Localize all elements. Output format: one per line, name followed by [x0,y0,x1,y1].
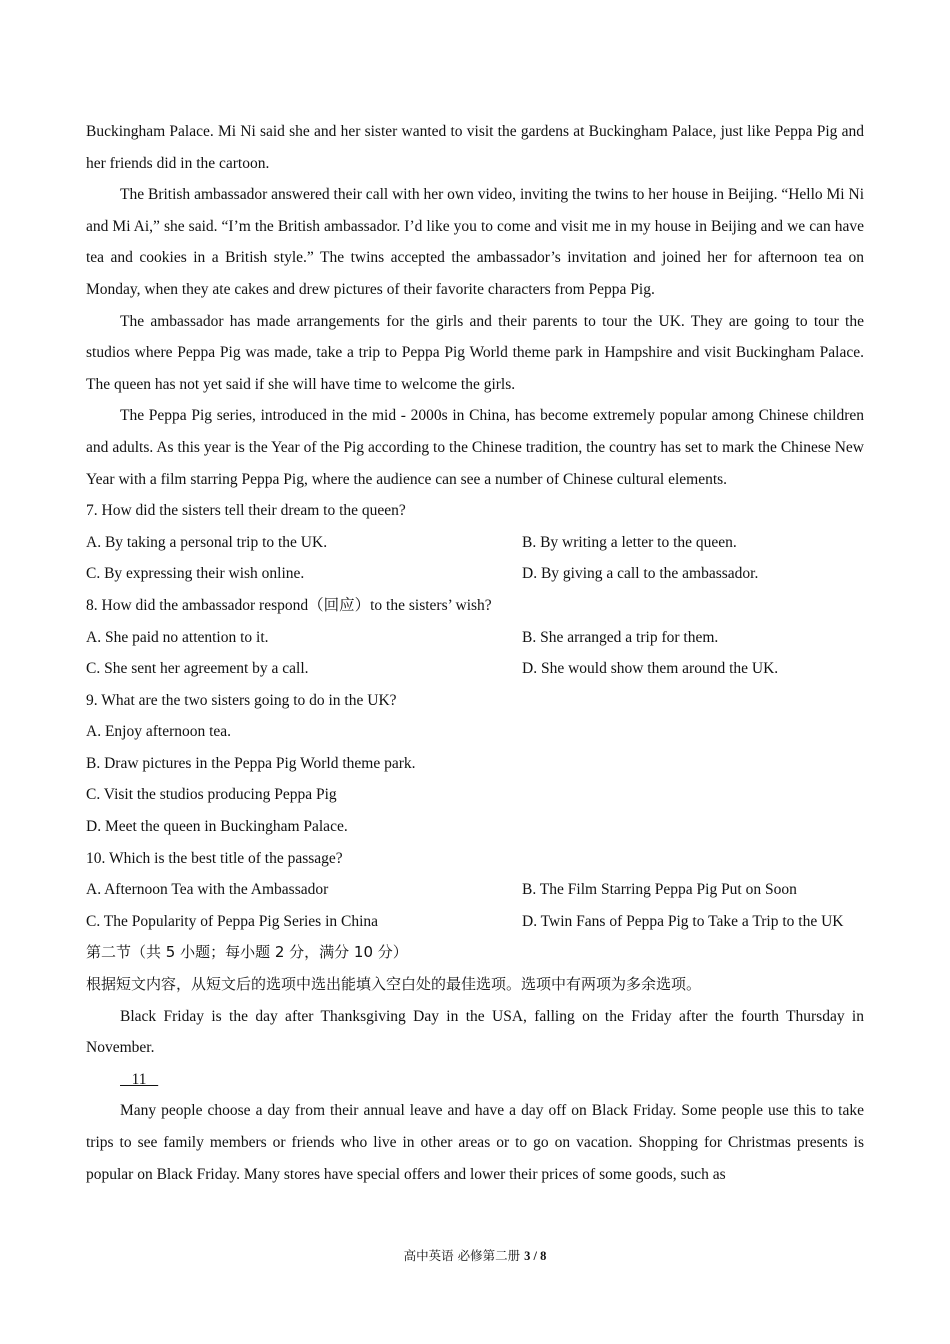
question-7-options-row-2 [86,558,864,590]
question-9-option-b: B. Draw pictures in the Peppa Pig World theme park. [86,754,416,772]
question-9-option-d: D. Meet the queen in Buckingham Palace. [86,818,348,836]
question-10-stem: 10. Which is the best title of the passage? [86,849,343,867]
question-9-stem: 9. What are the two sisters going to do in the UK? [86,691,397,709]
question-8-option-b: B. She arranged a trip for them. [522,628,719,646]
page-number: 3 / 8 [524,1249,547,1263]
page-content [86,116,864,1190]
question-9-option-c: C. Visit the studios producing Peppa Pig [86,786,337,804]
section-2-instruction: 根据短文内容，从短文后的选项中选出能填入空白处的最佳选项。选项中有两项为多余选项。 [86,975,702,994]
question-10-options-row-1 [86,874,864,906]
passage-paragraph-3: The ambassador has made arrangements for the girls and their parents to tour the UK. They are going to tour the studios where Peppa Pig was made, take a trip to Peppa Pig World theme park in Hampshire and visit Buckingham Palace. The queen has not yet said if she will have time to welcome the girls. [86,312,864,393]
question-7-option-a: A. By taking a personal trip to the UK. [86,533,328,551]
question-7-option-d: D. By giving a call to the ambassador. [522,565,759,583]
question-8-options-row-2 [86,653,864,685]
question-7-option-c: C. By expressing their wish online. [86,565,305,583]
footer-label: 高中英语 必修第二册 [403,1248,525,1263]
section-2-paragraph-2: Many people choose a day from their annual leave and have a day off on Black Friday. Some people use this to take trips to see family members or friends who live in other areas or to go on vacation. Shopping for Christmas presents is popular on Black Friday. Many stores have special offers and lower their prices of some goods, such as [86,1102,864,1183]
passage-paragraph-2: The British ambassador answered their call with her own video, inviting the twins to her house in Beijing. “Hello Mi Ni and Mi Ai,” she said. “I’m the British ambassador. I’d like you to come and visit me in my house in Beijing and we can have tea and cookies in a British style.” The twins accepted the ambassador’s invitation and joined her for afternoon tea on Monday, when they ate cakes and drew pictures of their favorite characters from Peppa Pig. [86,186,864,298]
page-footer [0,1246,950,1264]
question-8-options-row-1 [86,622,864,654]
passage-paragraph-1: Buckingham Palace. Mi Ni said she and her sister wanted to visit the gardens at Buckingham Palace, just like Peppa Pig and her friends did in the cartoon. [86,123,864,172]
question-10-options-row-2 [86,906,864,938]
blank-11: 11 [120,1070,159,1088]
question-10-option-b: B. The Film Starring Peppa Pig Put on Soon [522,881,797,899]
question-9-option-a: A. Enjoy afternoon tea. [86,723,232,741]
question-10-option-a: A. Afternoon Tea with the Ambassador [86,881,329,899]
passage-paragraph-4: The Peppa Pig series, introduced in the mid - 2000s in China, has become extremely popular among Chinese children and adults. As this year is the Year of the Pig according to the Chinese tradition, the country has set to mark the Chinese New Year with a film starring Peppa Pig, where the audience can see a number of Chinese cultural elements. [86,407,864,488]
question-8-stem: 8. How did the ambassador respond（回应）to the sisters’ wish? [86,596,492,614]
question-10-option-c: C. The Popularity of Peppa Pig Series in China [86,912,379,930]
question-8-option-d: D. She would show them around the UK. [522,660,779,678]
question-8-option-a: A. She paid no attention to it. [86,628,269,646]
question-7-options-row-1 [86,527,864,559]
question-7-stem: 7. How did the sisters tell their dream to the queen? [86,502,406,520]
question-7-option-b: B. By writing a letter to the queen. [522,533,737,551]
section-2-paragraph-1: Black Friday is the day after Thanksgiving Day in the USA, falling on the Friday after the fourth Thursday in November. [86,1007,864,1057]
question-10-option-d: D. Twin Fans of Peppa Pig to Take a Trip to the UK [522,912,844,930]
question-8-option-c: C. She sent her agreement by a call. [86,660,309,678]
blank-11-line [86,1064,864,1096]
section-2-heading: 第二节（共 5 小题；每小题 2 分，满分 10 分） [86,943,408,962]
